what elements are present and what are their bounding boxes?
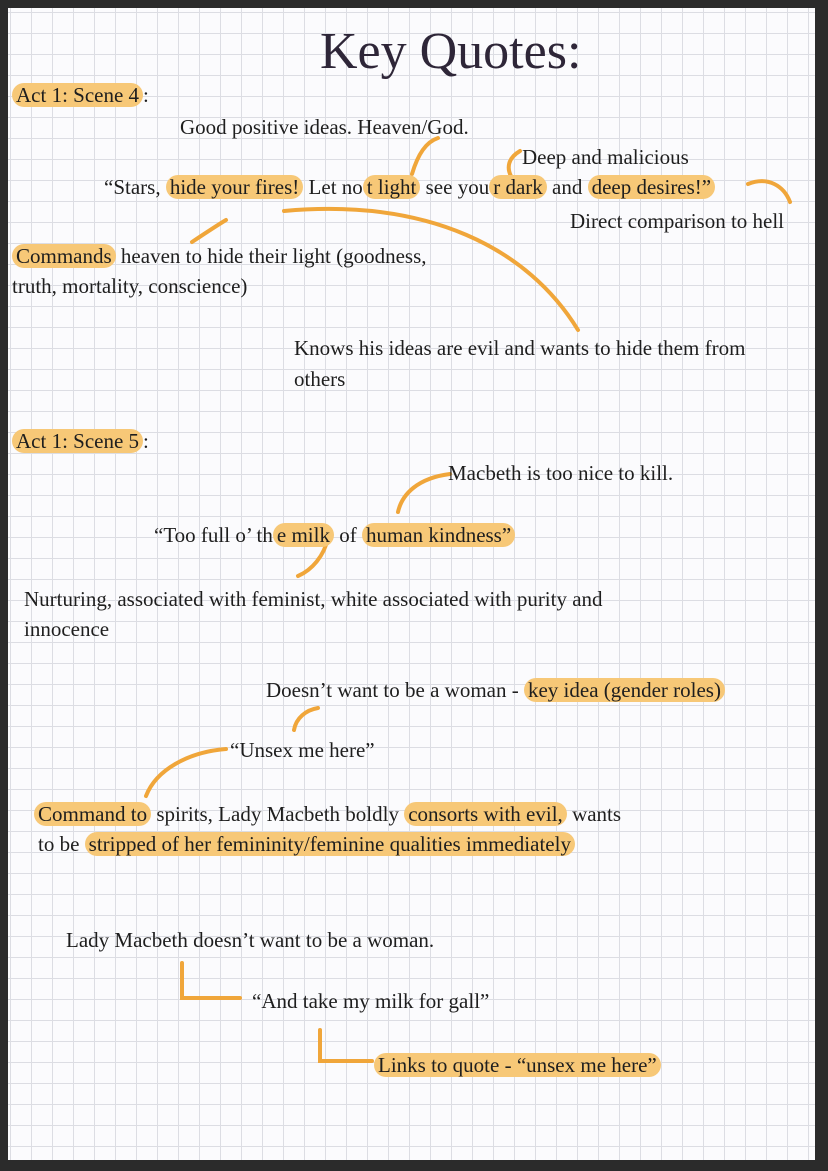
note-commands-line2: truth, mortality, conscience) xyxy=(12,274,248,298)
scene-5-heading-highlight: Act 1: Scene 5 xyxy=(12,429,143,453)
quote-unsex: “Unsex me here” xyxy=(230,738,375,762)
scene-5-heading: Act 1: Scene 5 : xyxy=(12,426,149,456)
gender-roles-highlight: key idea (gender roles) xyxy=(524,678,725,702)
quote-highlight-hide: hide your fires! xyxy=(166,175,303,199)
quote-highlight-light: t light xyxy=(363,175,421,199)
note-links xyxy=(374,1050,661,1080)
note-nurturing-line2: innocence xyxy=(24,617,110,641)
quote-stars: “Stars, hide your fires! Let no t light see you r dark and deep desires!” xyxy=(104,172,715,202)
note-heaven: Good positive ideas. Heaven/God. xyxy=(180,115,469,139)
annotation-line-hell xyxy=(748,181,790,202)
annotation-line-commands xyxy=(192,220,226,242)
annotation-line-milk xyxy=(182,963,240,998)
note-commands-line1: Commands heaven to hide their light (goodness, xyxy=(12,241,427,271)
note-nurturing-line1: Nurturing, associated with feminist, white associated with purity and xyxy=(24,587,603,611)
note-command-line2: to be stripped of her femininity/feminine qualities immediately xyxy=(38,829,575,859)
scene-4-heading-highlight: Act 1: Scene 4 xyxy=(12,83,143,107)
note-malicious: Deep and malicious xyxy=(522,145,689,169)
quote-highlight-dark: r dark xyxy=(489,175,547,199)
quote-highlight-milk: e milk xyxy=(273,523,334,547)
quote-highlight-kindness: human kindness” xyxy=(362,523,515,547)
note-hell: Direct comparison to hell xyxy=(570,209,785,233)
consorts-highlight: consorts with evil, xyxy=(404,802,567,826)
note-knows-line2: others xyxy=(294,367,346,391)
quote-milk-kindness: “Too full o’ th e milk of human kindness” xyxy=(154,520,515,550)
page-title: Key Quotes: xyxy=(320,23,582,80)
note-lady-macbeth: Lady Macbeth doesn’t want to be a woman. xyxy=(66,928,435,952)
note-nice: Macbeth is too nice to kill. xyxy=(448,461,674,485)
note-knows-line1: Knows his ideas are evil and wants to hide them from xyxy=(294,336,746,360)
annotation-line-woman xyxy=(294,708,318,730)
notes-page xyxy=(8,8,815,1160)
command-to-highlight: Command to xyxy=(34,802,151,826)
annotation-line-heaven xyxy=(412,138,438,174)
stripped-highlight: stripped of her femininity/feminine qualities immediately xyxy=(85,832,575,856)
note-command-line1: Command to spirits, Lady Macbeth boldly consorts with evil, wants xyxy=(34,799,621,829)
annotation-line-links xyxy=(320,1030,372,1061)
scene-4-heading: Act 1: Scene 4 : xyxy=(12,80,149,110)
links-highlight: Links to quote - “unsex me here” xyxy=(374,1053,661,1077)
quote-take-milk: “And take my milk for gall” xyxy=(252,989,490,1013)
quote-highlight-desires: deep desires!” xyxy=(588,175,716,199)
note-woman: Doesn’t want to be a woman - key idea (gender roles) xyxy=(266,675,725,705)
annotation-line-nice xyxy=(398,474,450,512)
commands-highlight: Commands xyxy=(12,244,116,268)
annotation-line-command xyxy=(146,749,226,796)
